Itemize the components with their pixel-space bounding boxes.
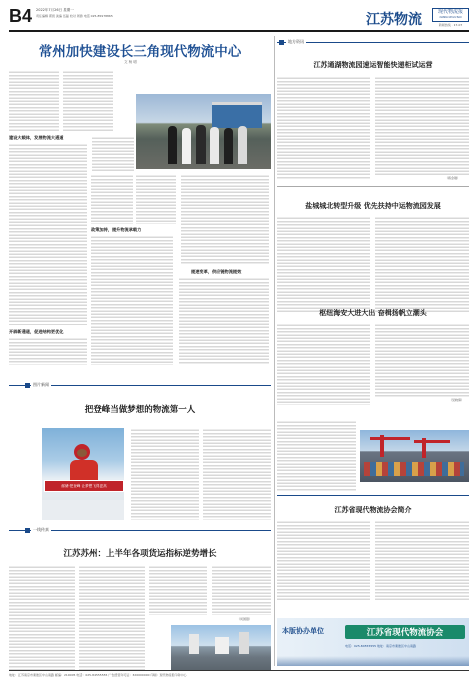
frontline-col3 [149, 565, 207, 615]
lead-column-4 [181, 174, 269, 264]
lead-subhead-4: 提速变革，供应链物流提效 [191, 269, 242, 274]
regional-story2-col1 [277, 216, 370, 312]
association-title: 江苏省现代物流协会简介 [334, 506, 412, 514]
lead-column-3a [92, 136, 134, 171]
paper-brand: 现代物流报 [437, 9, 463, 15]
picnews-label: 图片新闻 [33, 382, 49, 387]
frontline-photo [171, 625, 271, 671]
association-section [277, 495, 469, 615]
picnews-title: 把登峰当做梦想的物流第一人 [84, 405, 196, 415]
regional-story3-source: （吴晓倩） [449, 398, 465, 402]
regional-story3-col1 [277, 323, 370, 405]
photo-person [168, 126, 177, 164]
port-photo [360, 430, 469, 482]
ad-contact: 电话：025-84555555 地址：南京市秦淮区中山南路 [345, 644, 417, 648]
ad-label: 本版协办单位 [282, 627, 324, 635]
lead-column-2 [91, 174, 133, 224]
photo-tower [239, 632, 249, 654]
lead-column-2b [91, 235, 173, 365]
lead-story [9, 36, 271, 366]
photo-person [210, 127, 219, 164]
masthead-rule [9, 30, 469, 32]
association-col2 [375, 520, 469, 600]
section-title: 江苏物流 [366, 12, 422, 28]
page-code: B4 [9, 6, 33, 26]
port-side-col1 [277, 420, 356, 492]
frontline-label: 一线传真 [33, 527, 49, 532]
frontline-section [9, 527, 271, 667]
footer-rule [9, 670, 469, 671]
regional-story1-col1 [277, 76, 370, 180]
regional-story2-title: 盐城城北转型升级 优先扶持中运物流园发展 [305, 202, 441, 210]
picnews-col2 [203, 428, 271, 520]
lead-column-3 [136, 174, 176, 224]
lead-subhead-1: 建设大载体，发展物流大通道 [9, 135, 64, 140]
lead-subhead-3: 政策加持，提升物流承载力 [91, 227, 142, 232]
editor-info: 责任编辑 郭毅 美编 伍磊 校对 周游 电话 025-85978865 [36, 14, 113, 18]
frontline-title: 江苏苏州：上半年各项货运指标逆势增长 [63, 549, 217, 559]
photo-containers [364, 462, 464, 476]
association-ad [277, 618, 469, 666]
photo-person [182, 128, 191, 164]
regional-divider [277, 186, 469, 187]
photo-building [212, 104, 262, 128]
lead-column-4b [179, 277, 269, 365]
photo-tower [189, 634, 199, 654]
regional-tag-mark [279, 40, 284, 45]
lead-photo [136, 94, 271, 169]
photo-climber-face [77, 449, 87, 457]
lead-column-1 [9, 70, 59, 131]
ad-name: 江苏省现代物流协会 [366, 628, 444, 638]
photo-crane-arm [370, 437, 410, 440]
footer-text: 地址：江苏南京市秦淮区中山南路 邮编：210005 电话：025-84555555 广告经营许可证：320000000 印刷：现代物流报印务中心 [9, 673, 187, 677]
frontline-tag-mark [25, 528, 30, 533]
issue-info: 2022年7月26日 星期一 [36, 8, 74, 12]
regional-story1-title: 江苏通湖物流园速运智能快递柜试运营 [313, 61, 433, 69]
photo-person [196, 125, 206, 164]
masthead [9, 6, 469, 30]
ad-wave [277, 656, 469, 666]
regional-story2-col2 [375, 216, 469, 312]
photo-person [238, 126, 247, 164]
lead-subhead-2: 开辟新通道，促进结构更优化 [9, 329, 64, 334]
regional-story1-col2 [375, 76, 469, 176]
regional-story3-title: 枢纽海安大进大出 奋楫扬帆立潮头 [319, 309, 427, 317]
association-col1 [277, 520, 370, 600]
regional-section [277, 36, 469, 408]
regional-label: 地方资讯 [288, 39, 304, 44]
lead-column-1b [9, 143, 87, 325]
regional-story3-col2 [375, 323, 469, 398]
photo-building-roof [212, 102, 262, 105]
picnews-col1 [131, 428, 199, 520]
frontline-photo-caption: （何国银） [237, 617, 253, 621]
regional-story1-source: （蒋金刚） [445, 176, 461, 180]
frontline-col4 [212, 565, 271, 615]
lead-byline: 文 杨 明 [124, 60, 137, 64]
photo-snow [42, 500, 124, 520]
photo-tower [215, 637, 229, 654]
picnews-photo [42, 428, 124, 520]
frontline-col1 [9, 565, 75, 671]
picnews-banner: 邮储·把登峰 让梦想飞得更高 [44, 480, 124, 492]
photo-person [224, 128, 233, 164]
paper-sub: XIANDAI WULIU BAO [439, 16, 462, 19]
photo-crane-arm [414, 440, 450, 443]
lead-column-2a [63, 70, 113, 131]
association-rule [277, 495, 469, 496]
column-divider [274, 36, 275, 666]
line-number: 新闻热线 · 17-07 [438, 23, 463, 27]
picnews-tag-mark [25, 383, 30, 388]
brand-box [432, 8, 469, 22]
picture-news [9, 382, 271, 522]
frontline-col2 [79, 565, 145, 671]
lead-headline: 常州加快建设长三角现代物流中心 [38, 44, 242, 60]
lead-column-1c [9, 337, 87, 365]
